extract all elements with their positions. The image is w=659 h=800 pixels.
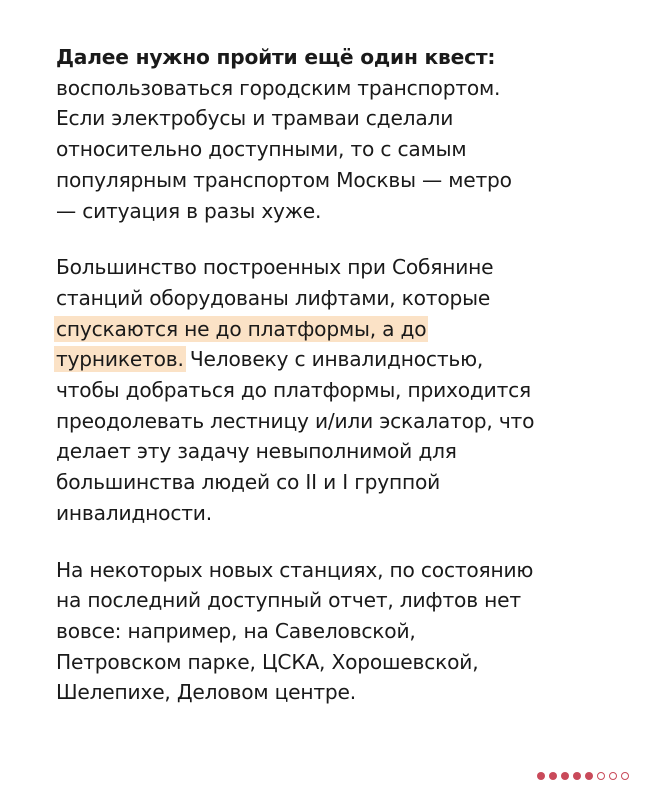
paragraph-stations-text: На некоторых новых станциях, по состоянию на последний доступный отчет, лифтов нет вовсе: например, на Савеловской, Петровском парке, ЦСКА, Хорошевской, Шелепихе, Деловом центре. [56,557,534,705]
page-dot-filled [537,772,545,780]
page-dot-empty [621,772,629,780]
page-dot-filled [549,772,557,780]
article-content [56,42,626,734]
page-dot-empty [609,772,617,780]
highlight-line-1: спускаются не до платформы, а до [56,316,427,341]
page-dot-filled [561,772,569,780]
paragraph-lifts-after: Человеку с инвалидностью, чтобы добраться до платформы, приходится преодолевать лестницу и/или эскалатор, что делает эту задачу невыполнимой для большинства людей со II и I группой инвалидности. [56,347,535,525]
paragraph-lifts [56,252,626,528]
page-indicator [537,772,629,780]
highlight-line-2: турникетов. [56,347,184,372]
page-dot-filled [585,772,593,780]
paragraph-lifts-before: Большинство построенных при Собянине станций оборудованы лифтами, которые [56,255,494,310]
paragraph-intro-heading: Далее нужно пройти ещё один квест: [56,45,496,69]
paragraph-intro [56,42,626,226]
paragraph-intro-text: воспользоваться городским транспортом. Если электробусы и трамваи сделали относительно доступными, то с самым популярным транспортом Москвы — метро — ситуация в разы хуже. [56,75,512,223]
page-dot-filled [573,772,581,780]
paragraph-stations [56,555,626,709]
page-dot-empty [597,772,605,780]
